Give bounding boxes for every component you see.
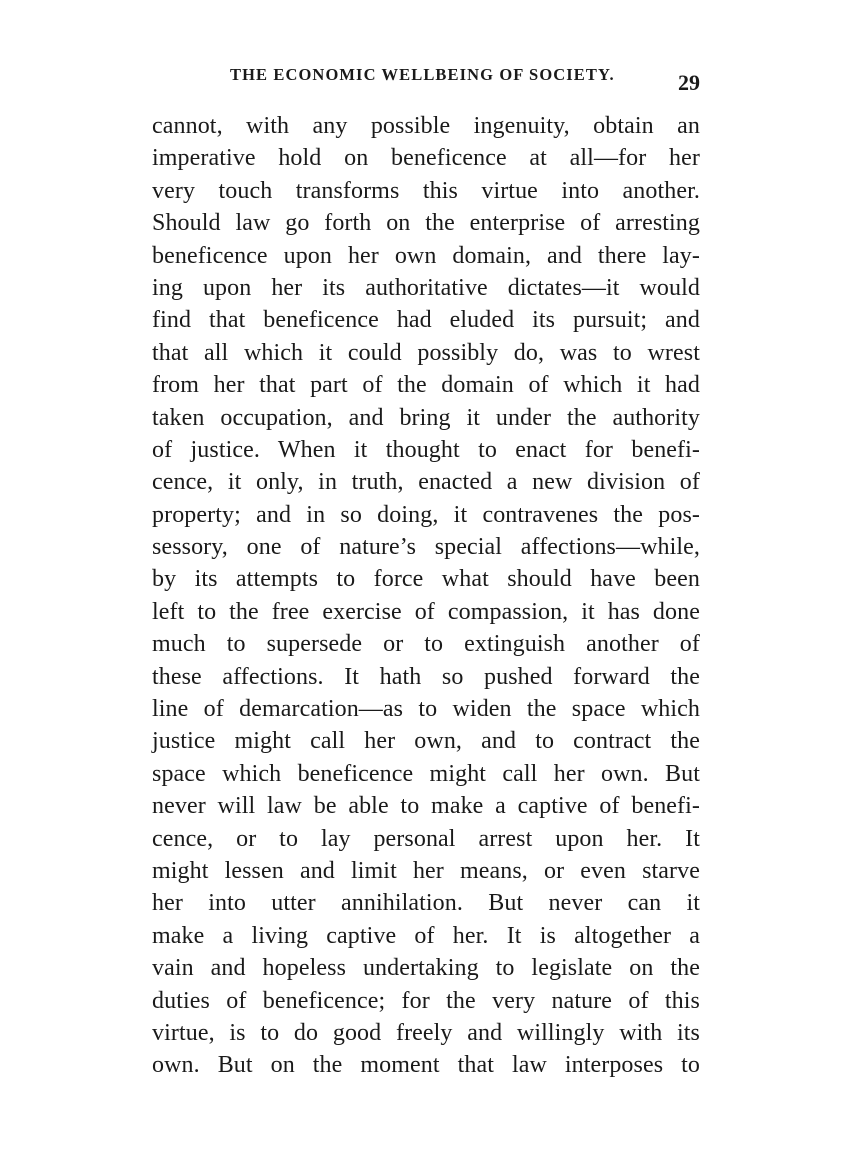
text-line: by its attempts to force what should have been <box>152 566 700 593</box>
text-line: never will law be able to make a captive of benefi- <box>152 793 700 820</box>
text-line: very touch transforms this virtue into another. <box>152 177 700 204</box>
text-line: imperative hold on beneficence at all—for her <box>152 145 700 172</box>
text-line: line of demarcation—as to widen the space which <box>152 696 700 723</box>
text-line: own. But on the moment that law interposes to <box>152 1052 700 1079</box>
text-line: Should law go forth on the enterprise of arresting <box>152 210 700 237</box>
body-text <box>152 110 700 1082</box>
text-line: find that beneficence had eluded its pursuit; and <box>152 307 700 334</box>
text-line: might lessen and limit her means, or even starve <box>152 857 700 884</box>
text-line: vain and hopeless undertaking to legislate on the <box>152 955 700 982</box>
text-line: sessory, one of nature’s special affections—while, <box>152 534 700 561</box>
running-head <box>152 62 700 95</box>
text-line: space which beneficence might call her own. But <box>152 760 700 787</box>
text-line: cannot, with any possible ingenuity, obtain an <box>152 113 700 139</box>
text-line: virtue, is to do good freely and willingly with its <box>152 1019 700 1046</box>
text-line: these affections. It hath so pushed forward the <box>152 663 700 690</box>
text-line: much to supersede or to extinguish another of <box>152 631 700 658</box>
running-title: THE ECONOMIC WELLBEING OF SOCIETY. <box>230 65 615 84</box>
text-line: duties of beneficence; for the very nature of this <box>152 987 700 1014</box>
text-line: cence, or to lay personal arrest upon her. It <box>152 825 700 852</box>
text-line: her into utter annihilation. But never can it <box>152 890 700 917</box>
text-line: property; and in so doing, it contravenes the pos- <box>152 501 700 528</box>
text-line: that all which it could possibly do, was to wrest <box>152 339 700 366</box>
page-number: 29 <box>678 70 700 95</box>
text-line: make a living captive of her. It is altogether a <box>152 922 700 949</box>
text-line: ing upon her its authoritative dictates—it would <box>152 274 700 301</box>
text-line: from her that part of the domain of which it had <box>152 372 700 399</box>
text-line: beneficence upon her own domain, and there lay- <box>152 242 700 269</box>
text-line: of justice. When it thought to enact for benefi- <box>152 436 700 463</box>
text-line: justice might call her own, and to contract the <box>152 728 700 755</box>
text-line: left to the free exercise of compassion, it has done <box>152 598 700 625</box>
text-line: taken occupation, and bring it under the authority <box>152 404 700 431</box>
text-line: cence, it only, in truth, enacted a new division of <box>152 469 700 496</box>
